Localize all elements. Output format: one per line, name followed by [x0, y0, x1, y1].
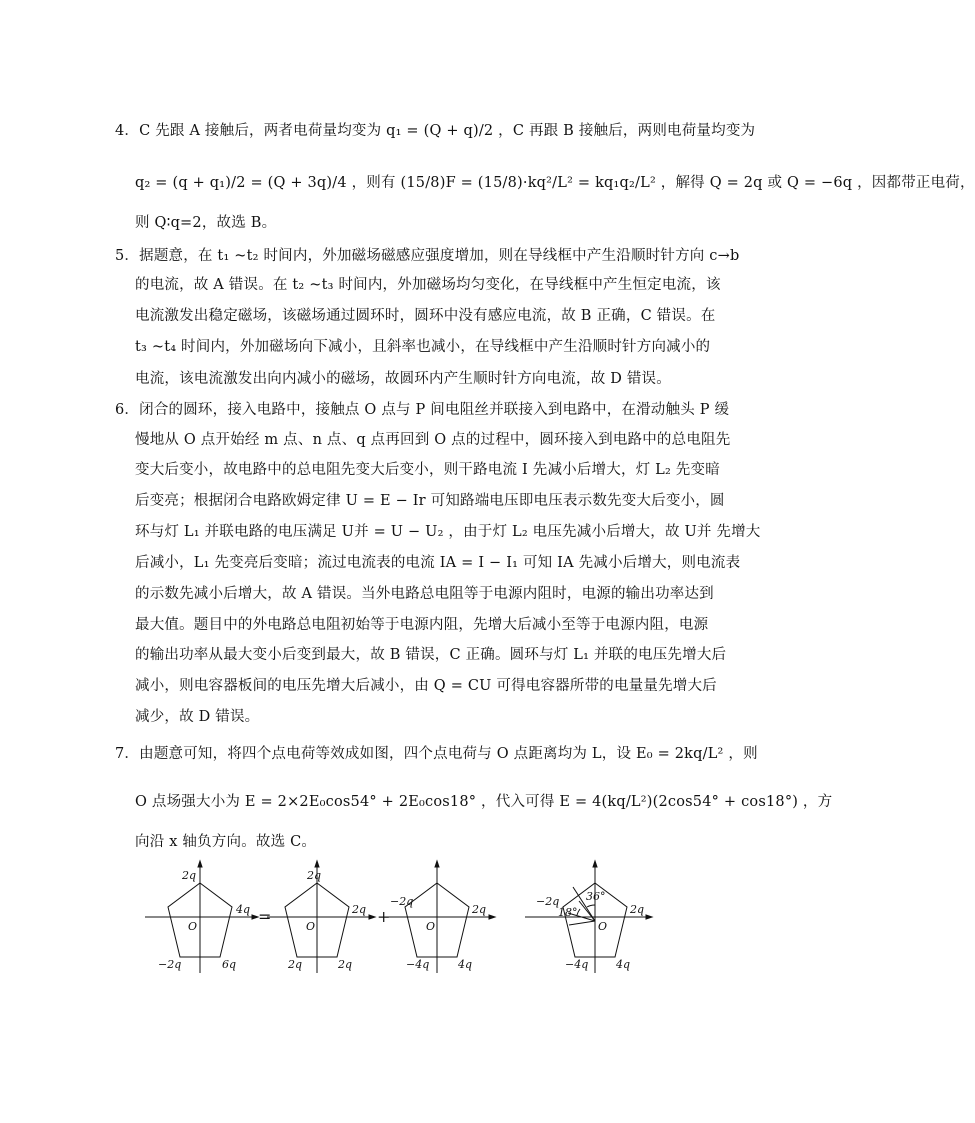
text-line: O 点场强大小为 E = 2×2E₀cos54° + 2E₀cos18° ，代入可得 E = 4(kq/L²)(2cos54° + cos18°) ，方	[135, 794, 833, 810]
charge-label: 2q	[338, 958, 353, 971]
panel-3	[385, 861, 495, 973]
charge-label: 2q	[182, 869, 197, 882]
charge-label: −2q	[158, 958, 182, 971]
text-line: 向沿 x 轴负方向。故选 C。	[135, 834, 317, 850]
charge-label: 2q	[630, 903, 645, 916]
charge-label: −2q	[536, 895, 560, 908]
charge-label: 2q	[352, 903, 367, 916]
origin-label: O	[426, 920, 436, 933]
origin-label: O	[306, 920, 316, 933]
panel-1	[145, 861, 258, 973]
text-line: 环与灯 L₁ 并联电路的电压满足 U并 = U − U₂ ，由于灯 L₂ 电压先减小后增大，故 U并 先增大	[135, 524, 761, 540]
text-line: 的输出功率从最大变小后变到最大，故 B 错误，C 正确。圆环与灯 L₁ 并联的电压先增大后	[135, 647, 727, 663]
text-line: 的电流，故 A 错误。在 t₂ ~t₃ 时间内，外加磁场均匀变化，在导线框中产生恒定电流，该	[135, 277, 721, 293]
plus-sign: +	[377, 907, 391, 926]
charge-label: −2q	[390, 895, 414, 908]
text-line: 最大值。题目中的外电路总电阻初始等于电源内阻，先增大后减小至等于电源内阻，电源	[135, 617, 709, 633]
charge-label: 4q	[458, 958, 473, 971]
text-line: 后变亮；根据闭合电路欧姆定律 U = E − Ir 可知路端电压即电压表示数先变大后变小，圆	[135, 493, 725, 509]
text-line: 电流激发出稳定磁场，该磁场通过圆环时，圆环中没有感应电流，故 B 正确，C 错误。在	[135, 308, 716, 324]
text-line: 电流，该电流激发出向内减小的磁场，故圆环内产生顺时针方向电流，故 D 错误。	[135, 371, 671, 387]
text-line: 减小，则电容器板间的电压先增大后减小，由 Q = CU 可得电容器所带的电量量先增大后	[135, 678, 717, 694]
charge-label: −4q	[406, 958, 430, 971]
text-line: 后减小，L₁ 先变亮后变暗；流过电流表的电流 IA = I − I₁ 可知 IA 先减小后增大，则电流表	[135, 555, 741, 571]
charge-label: 2q	[472, 903, 487, 916]
text-line: 7．由题意可知，将四个点电荷等效成如图，四个点电荷与 O 点距离均为 L，设 E₀ = 2kq/L² ，则	[115, 746, 758, 762]
origin-label: O	[598, 920, 608, 933]
text-line: 减少，故 D 错误。	[135, 709, 260, 725]
charge-label: 2q	[288, 958, 303, 971]
text-line: 则 Q∶q=2，故选 B。	[135, 215, 277, 231]
text-line: q₂ = (q + q₁)/2 = (Q + 3q)/4 ，则有 (15/8)F = (15/8)·kq²/L² = kq₁q₂/L² ，解得 Q = 2q 或 Q = −6q ，因都带正电荷，	[135, 175, 975, 191]
charge-label: 2q	[307, 869, 322, 882]
text-line: t₃ ~t₄ 时间内，外加磁场向下减小，且斜率也减小，在导线框中产生沿顺时针方向减小的	[135, 339, 711, 355]
charge-label: 4q	[236, 903, 251, 916]
pentagon-charge-figure	[140, 855, 660, 980]
equals-sign: =	[258, 907, 272, 926]
text-line: 5．据题意，在 t₁ ~t₂ 时间内，外加磁场磁感应强度增加，则在导线框中产生沿顺时针方向 c→b	[115, 248, 740, 264]
charge-label: 4q	[616, 958, 631, 971]
origin-label: O	[188, 920, 198, 933]
angle-label: 36°	[586, 890, 606, 903]
panel-4	[525, 861, 652, 973]
text-line: 的示数先减小后增大，故 A 错误。当外电路总电阻等于电源内阻时，电源的输出功率达到	[135, 586, 714, 602]
text-line: 6．闭合的圆环，接入电路中，接触点 O 点与 P 间电阻丝并联接入到电路中，在滑动触头 P 缓	[115, 402, 730, 418]
angle-label: 18°	[558, 906, 578, 919]
text-line: 4．C 先跟 A 接触后，两者电荷量均变为 q₁ = (Q + q)/2 ，C 再跟 B 接触后，两则电荷量均变为	[115, 123, 756, 139]
charge-label: −4q	[565, 958, 589, 971]
charge-label: 6q	[222, 958, 237, 971]
text-line: 变大后变小，故电路中的总电阻先变大后变小，则干路电流 I 先减小后增大，灯 L₂ 先变暗	[135, 462, 720, 478]
text-line: 慢地从 O 点开始经 m 点、n 点、q 点再回到 O 点的过程中，圆环接入到电路中的总电阻先	[135, 432, 731, 448]
